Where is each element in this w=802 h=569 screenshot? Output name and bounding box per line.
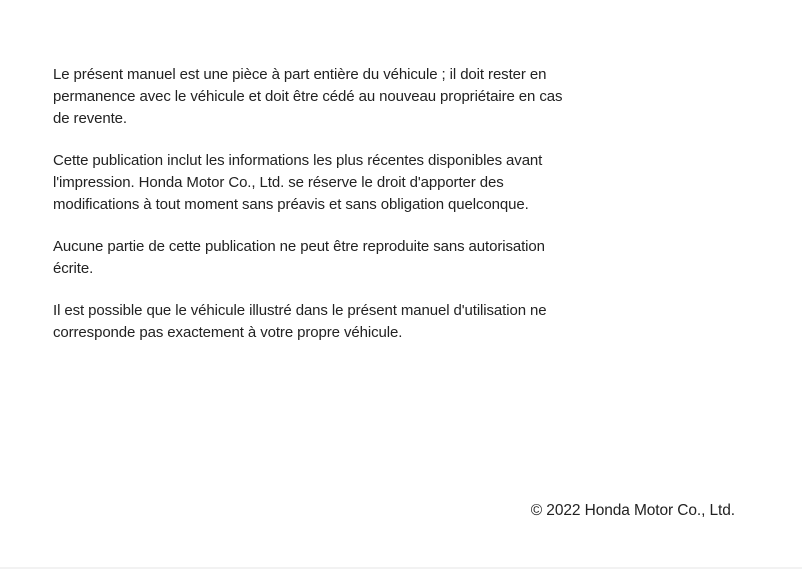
reproduction-paragraph: Aucune partie de cette publication ne peut être reproduite sans autorisation écrite. [53,238,545,277]
illustration-disclaimer-paragraph: Il est possible que le véhicule illustré dans le présent manuel d'utilisation ne corresponde pas exactement à votre propre véhicule. [53,302,547,341]
copyright-notice: © 2022 Honda Motor Co., Ltd. [530,502,735,519]
notice-body [53,64,623,364]
publication-info-paragraph: Cette publication inclut les informations les plus récentes disponibles avant l'impression. Honda Motor Co., Ltd. se réserve le droit d'apporter des modifications à tout moment sans préavis et sans obligation quelconque. [53,152,543,213]
ownership-paragraph: Le présent manuel est une pièce à part entière du véhicule ; il doit rester en permanence avec le véhicule et doit être cédé au nouveau propriétaire en cas de revente. [53,66,563,127]
